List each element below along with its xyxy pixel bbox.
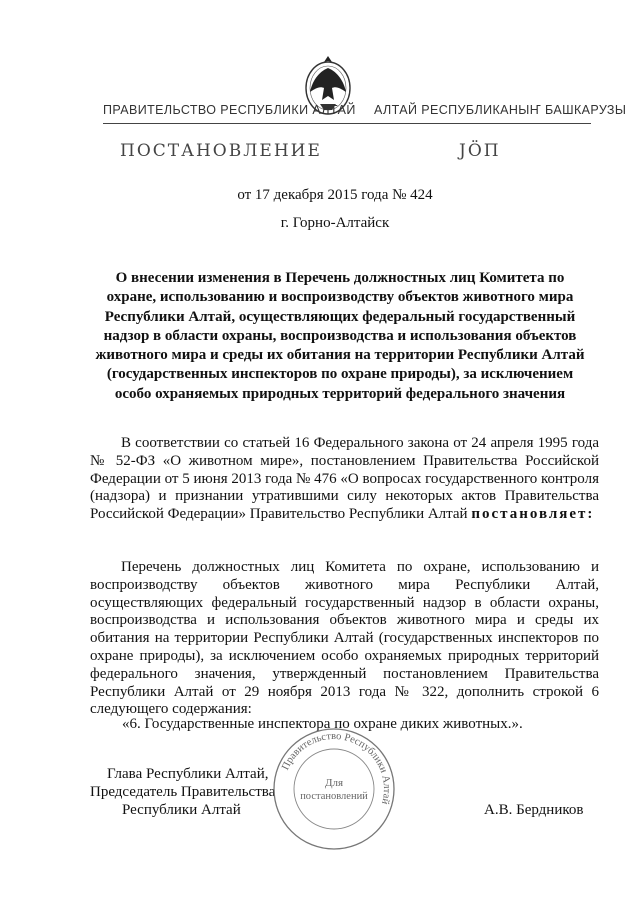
title-line: особо охраняемых природных территорий федерального значения xyxy=(114,385,566,402)
title-line: животного мира и среды их обитания на территории Республики Алтай xyxy=(95,347,585,364)
stamp-ring-text: Правительство Республики Алтай xyxy=(280,730,393,806)
title-line: Республики Алтай, осуществляющих федеральный государственный xyxy=(104,308,576,325)
added-line-quote: «6. Государственные инспектора по охране диких животных.». xyxy=(122,716,523,732)
title-line: надзор в области охраны, воспроизводства и использования объектов xyxy=(103,327,577,344)
preamble-text: В соответствии со статьей 16 Федерального закона от 24 апреля 1995 года № 52-ФЗ «О животном мире», постановлением Правительства Российской Федерации от 5 июня 2013 года № 476 «О вопросах государственного контроля (надзора) и признании утратившими силу некоторых актов Правительства Российской Федерации» Правительство Республики Алтай xyxy=(90,435,599,523)
doc-type-russian: ПОСТАНОВЛЕНИЕ xyxy=(120,141,322,161)
document-city: г. Горно-Алтайск xyxy=(280,215,390,231)
body-paragraph: Перечень должностных лиц Комитета по охране, использованию и воспроизводству объектов животного мира Республики Алтай, осуществляющих федеральный государственный надзор в области охраны, воспроизводства и использования объектов животного мира и среды их обитания на территории Республики Алтай (государственных инспекторов по охране природы), за исключением особо охраняемых природных территорий федерального значения, утвержденный постановлением Правительства Республики Алтай от 29 ноября 2013 года № 322, дополнить строкой 6 следующего содержания: xyxy=(90,559,599,718)
title-line: (государственных инспекторов по охране природы), за исключением xyxy=(106,366,574,383)
preamble-paragraph xyxy=(90,435,599,524)
title-line: охране, использованию и воспроизводству объектов животного мира xyxy=(106,289,574,306)
signatory-title-line3: Республики Алтай xyxy=(122,802,241,818)
signatory-name: А.В. Бердников xyxy=(484,802,584,818)
government-name-altai: АЛТАЙ РЕСПУБЛИКАНЫҤ БАШКАРУЗЫ xyxy=(374,103,627,117)
stamp-center-line1: Для xyxy=(324,777,344,789)
resolves-word: постановляет: xyxy=(471,506,595,523)
government-name-russian: ПРАВИТЕЛЬСТВО РЕСПУБЛИКИ АЛТАЙ xyxy=(103,103,356,117)
title-line: О внесении изменения в Перечень должностных лиц Комитета по xyxy=(115,270,565,286)
official-stamp xyxy=(271,726,397,852)
document-title xyxy=(95,269,585,404)
header-divider xyxy=(103,123,591,124)
signatory-title-line2: Председатель Правительства xyxy=(90,784,276,800)
signatory-title-line1: Глава Республики Алтай, xyxy=(107,766,269,782)
doc-type-altai: JӦП xyxy=(459,141,501,161)
document-date-number: от 17 декабря 2015 года № 424 xyxy=(237,187,433,203)
stamp-center-line2: постановлений xyxy=(300,791,368,802)
